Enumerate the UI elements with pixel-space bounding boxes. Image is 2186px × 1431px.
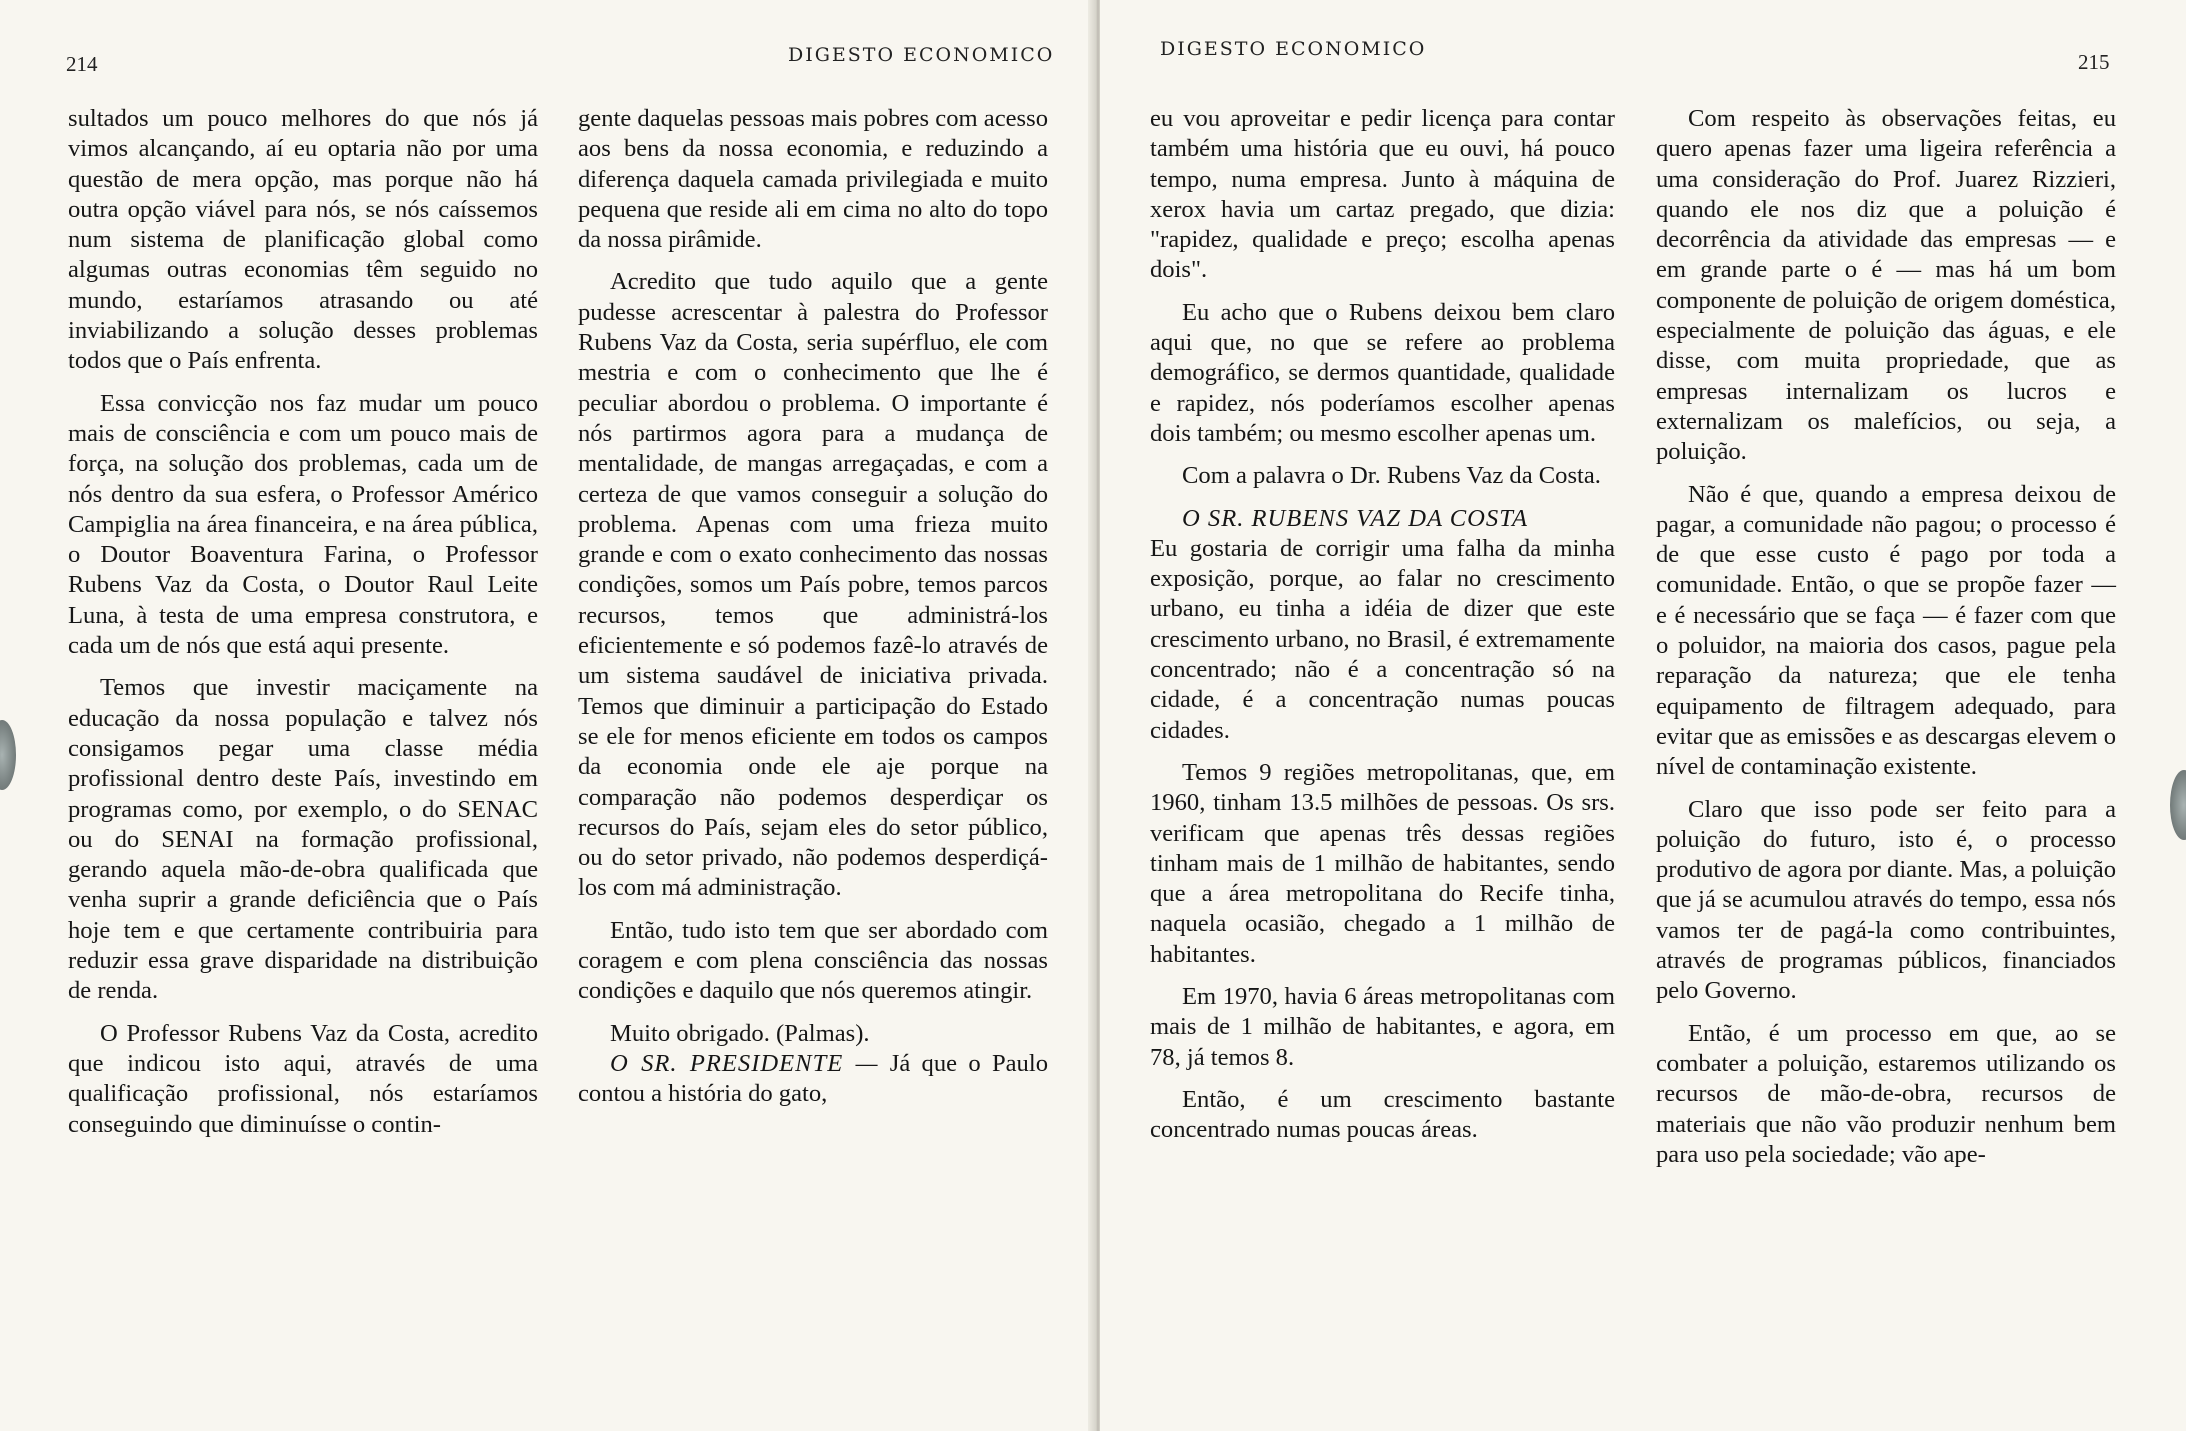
- paragraph: Temos que investir maciçamente na educação da nossa população e talvez nós consigamos pegar uma classe média profissional dentro deste País, investindo em programas como, por exemplo, o do SENAC ou do SENAI na formação profissional, gerando aquela mão-de-obra qualificada que venha suprir a grande deficiência que o País hoje tem e que certamente contribuiria para reduzir essa grave disparidade na distribuição de renda.: [68, 674, 538, 1005]
- speech-text: Já que o Paulo contou a história do gato,: [578, 1049, 1048, 1108]
- running-head-left: DIGESTO ECONOMICO: [788, 44, 1055, 66]
- right-page: [1100, 0, 2186, 1431]
- paragraph: Não é que, quando a empresa deixou de pagar, a comunidade não pagou; o processo é de que esse custo é pago por toda a comunidade. Então, o que se propõe fazer — e é necessário que se faça — é fazer com que o poluidor, na maioria dos casos, pague pela reparação da natureza; que ele tenha equipamento de filtragem adequado, para evitar que as emissões e as descargas elevem o nível de contaminação existente.: [1656, 480, 2116, 781]
- paragraph: Eu acho que o Rubens deixou bem claro aqui que, no que se refere ao problema demográfico, se dermos quantidade, qualidade e rapidez, nós poderíamos escolher apenas dois também; ou mesmo escolher apenas um.: [1150, 298, 1615, 447]
- paragraph: Então, é um processo em que, ao se combater a poluição, estaremos utilizando os recursos de mão-de-obra, recursos de materiais que não vão produzir nenhum bem para uso pela sociedade; vão ape-: [1656, 1019, 2116, 1168]
- paragraph: gente daquelas pessoas mais pobres com acesso aos bens da nossa economia, e reduzindo a diferença daquela camada privilegiada e muito pequena que reside ali em cima no alto do topo da nossa pirâmide.: [578, 105, 1048, 254]
- column-1: [68, 104, 538, 1414]
- speaker-paragraph: [578, 1049, 1048, 1110]
- speech-text: Eu gostaria de corrigir uma falha da minha exposição, porque, ao falar no crescimento urbano, eu tinha a idéia de dizer que este crescimento urbano, no Brasil, é extremamente concentrado; não é a concentração só na cidade, é a concentração numas poucas cidades.: [1150, 534, 1615, 744]
- paragraph: Com respeito às observações feitas, eu quero apenas fazer uma ligeira referência a uma consideração do Prof. Juarez Rizzieri, quando ele nos diz que a poluição é decorrência da atividade das empresas — e em grande parte o é — mas há um bom componente de poluição de origem doméstica, especialmente de poluição das águas, e ele disse, com muita propriedade, que as empresas internalizam os lucros e externalizam os malefícios, ou seja, a poluição.: [1656, 105, 2116, 466]
- paragraph: Muito obrigado. (Palmas).: [610, 1019, 870, 1047]
- paragraph: O Professor Rubens Vaz da Costa, acredito que indicou isto aqui, através de uma qualificação profissional, nós estaríamos conseguindo que diminuísse o contin-: [68, 1019, 538, 1138]
- paragraph: Claro que isso pode ser feito para a poluição do futuro, isto é, o processo produtivo de agora por diante. Mas, a poluição que já se acumulou através do tempo, essa nós vamos ter de pagá-la como contribuintes, através de programas públicos, financiados pelo Governo.: [1656, 795, 2116, 1005]
- column-4: [1656, 104, 2116, 1414]
- paragraph: sultados um pouco melhores do que nós já vimos alcançando, aí eu optaria não por uma questão de mera opção, mas porque não há outra opção viável para nós, se nós caíssemos num sistema de planificação global como algumas outras economias têm seguido no mundo, estaríamos atrasando ou até inviabilizando a solução desses problemas todos que o País enfrenta.: [68, 105, 538, 375]
- page-number-left: 214: [66, 52, 98, 76]
- column-3: [1150, 104, 1615, 1414]
- column-2: [578, 104, 1048, 1414]
- paragraph: Acredito que tudo aquilo que a gente pudesse acrescentar à palestra do Professor Rubens Vaz da Costa, seria supérfluo, ele com mestria e com o conhecimento que lhe é peculiar abordou o problema. O importante é nós partirmos agora para a mudança de mentalidade, de mangas arregaçadas, e com a certeza de que vamos conseguir a solução do problema. Apenas com uma frieza muito grande e com o exato conhecimento das nossas condições, somos um País pobre, temos parcos recursos, temos que administrá-los eficientemente e só podemos fazê-lo através de um sistema saudável de iniciativa privada. Temos que diminuir a participação do Estado se ele for menos eficiente em todos os campos da economia onde ele aje porque na comparação não podemos desperdiçar os recursos do País, sejam eles do setor público, ou do setor privado, não podemos desperdiçá-los com má administração.: [578, 268, 1048, 902]
- paragraph: Essa convicção nos faz mudar um pouco mais de consciência e com um pouco mais de força, na solução dos problemas, cada um de nós dentro da sua esfera, o Professor Américo Campiglia na área financeira, e na área pública, o Doutor Boaventura Farina, o Professor Rubens Vaz da Costa, o Doutor Raul Leite Luna, à testa de uma empresa construtora, e cada um de nós que está aqui presente.: [68, 389, 538, 660]
- speaker-name: O SR. RUBENS VAZ DA COSTA: [1182, 504, 1529, 532]
- paragraph: Temos 9 regiões metropolitanas, que, em 1960, tinham 13.5 milhões de pessoas. Os srs. verificam que apenas três dessas regiões tinham mais de 1 milhão de habitantes, sendo que a área metropolitana do Recife tinha, naquela ocasião, chegado a 1 milhão de habitantes.: [1150, 758, 1615, 968]
- speaker-name: O SR. PRESIDENTE —: [610, 1049, 879, 1077]
- speaker-paragraph: [1150, 504, 1615, 746]
- paragraph: eu vou aproveitar e pedir licença para contar também uma história que eu ouvi, há pouco tempo, numa empresa. Junto à máquina de xerox havia um cartaz pregado, que dizia: "rapidez, qualidade e preço; escolha apenas dois".: [1150, 105, 1615, 284]
- running-head-right: DIGESTO ECONOMICO: [1160, 38, 1427, 60]
- paragraph: Em 1970, havia 6 áreas metropolitanas com mais de 1 milhão de habitantes, e agora, em 78, já temos 8.: [1150, 983, 1615, 1071]
- paragraph: Com a palavra o Dr. Rubens Vaz da Costa.: [1182, 462, 1601, 490]
- paragraph: Então, é um crescimento bastante concentrado numas poucas áreas.: [1150, 1085, 1615, 1144]
- paragraph: Então, tudo isto tem que ser abordado com coragem e com plena consciência das nossas condições e daquilo que nós queremos atingir.: [578, 916, 1048, 1005]
- page-number-right: 215: [2078, 50, 2110, 74]
